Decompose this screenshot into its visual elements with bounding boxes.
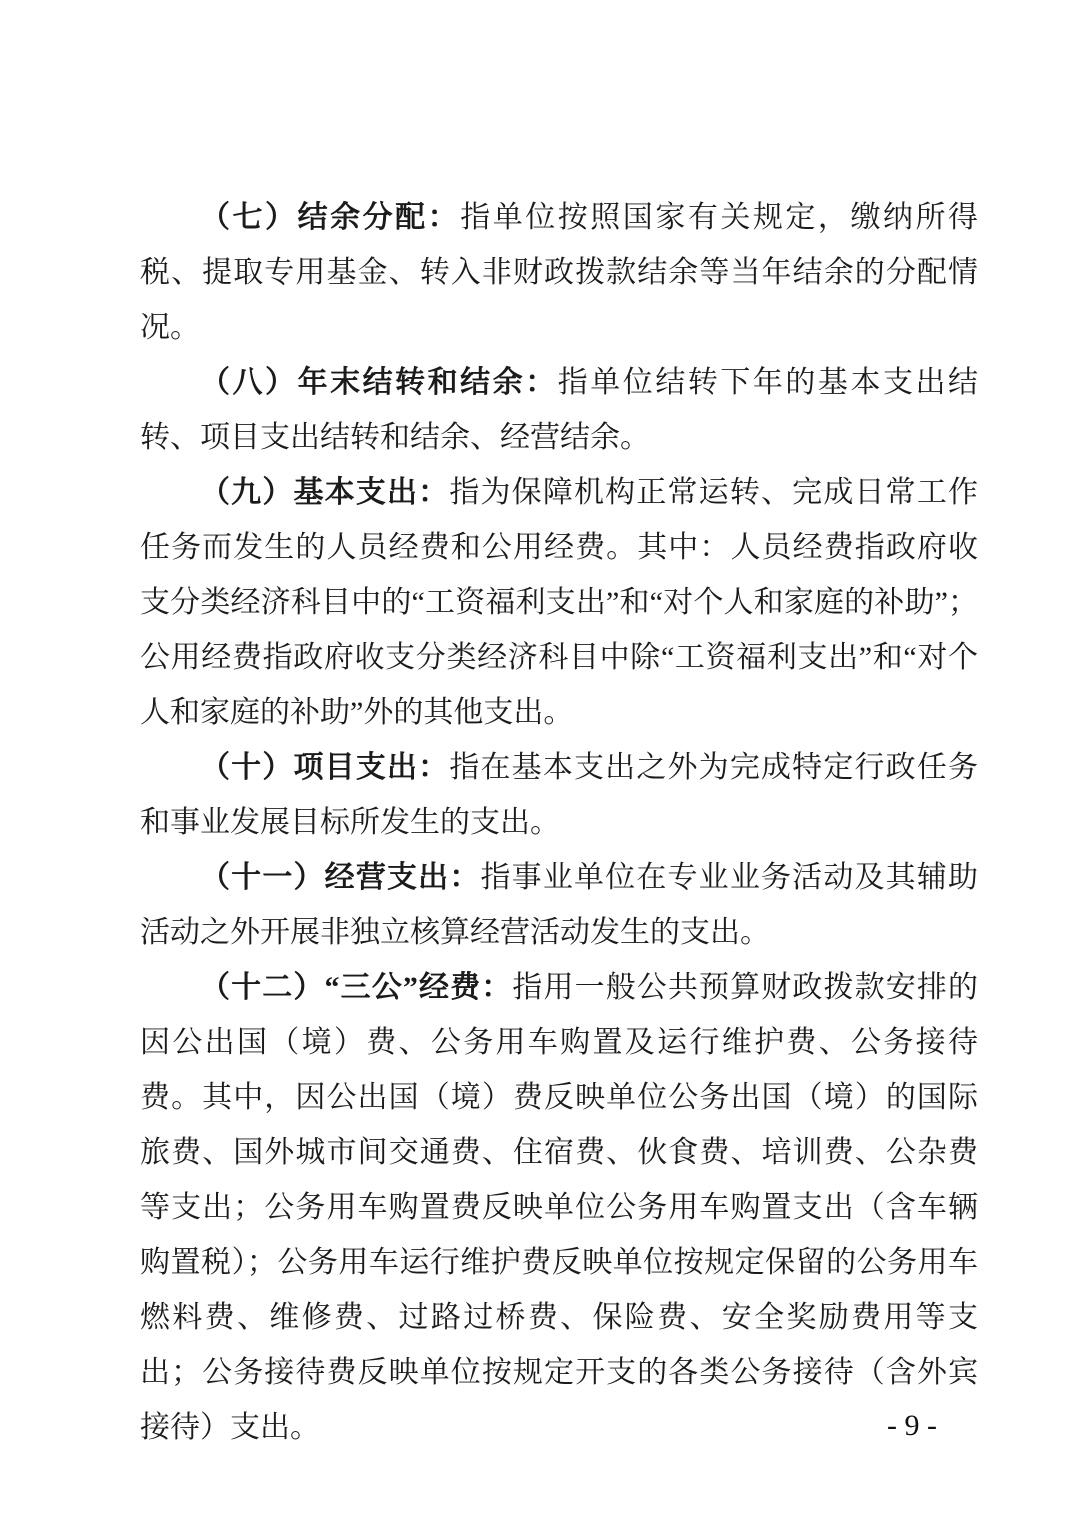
paragraph-basic-expenditure: [140, 465, 978, 740]
paragraph-text-9: 指为保障机构正常运转、完成日常工作任务而发生的人员经费和公用经费。其中：人员经费指政府收支分类经济科目中的“工资福利支出”和“对个人和家庭的补助”；公用经费指政府收支分类经济科目中除“工资福利支出”和“对个人和家庭的补助”外的其他支出。: [140, 476, 979, 729]
paragraph-surplus-distribution: [140, 190, 978, 355]
term-heading-12: （十二）“三公”经费：: [200, 971, 513, 1004]
paragraph-three-public-funds: [140, 960, 978, 1455]
term-heading-7: （七）结余分配：: [200, 201, 461, 234]
paragraph-yearend-carryover: [140, 355, 978, 465]
paragraph-operating-expenditure: [140, 850, 978, 960]
page-number: - 9 -: [887, 1409, 937, 1442]
paragraph-text-12: 指用一般公共预算财政拨款安排的因公出国（境）费、公务用车购置及运行维护费、公务接待费。其中，因公出国（境）费反映单位公务出国（境）的国际旅费、国外城市间交通费、住宿费、伙食费、培训费、公杂费等支出；公务用车购置费反映单位公务用车购置支出（含车辆购置税）；公务用车运行维护费反映单位按规定保留的公务用车燃料费、维修费、过路过桥费、保险费、安全奖励费用等支出；公务接待费反映单位按规定开支的各类公务接待（含外宾接待）支出。: [140, 971, 979, 1444]
term-heading-10: （十）项目支出：: [200, 751, 450, 784]
paragraph-text-11: 指事业单位在专业业务活动及其辅助活动之外开展非独立核算经营活动发生的支出。: [140, 861, 978, 949]
term-heading-9: （九）基本支出：: [200, 476, 450, 509]
paragraph-text-7: 指单位按照国家有关规定，缴纳所得税、提取专用基金、转入非财政拨款结余等当年结余的分配情况。: [140, 201, 979, 344]
term-heading-8: （八）年末结转和结余：: [200, 366, 558, 399]
paragraph-text-10: 指在基本支出之外为完成特定行政任务和事业发展目标所发生的支出。: [140, 751, 979, 839]
paragraph-text-8: 指单位结转下年的基本支出结转、项目支出结转和结余、经营结余。: [140, 366, 979, 454]
document-body: [140, 190, 978, 1455]
paragraph-project-expenditure: [140, 740, 978, 850]
term-heading-11: （十一）经营支出：: [200, 861, 481, 894]
